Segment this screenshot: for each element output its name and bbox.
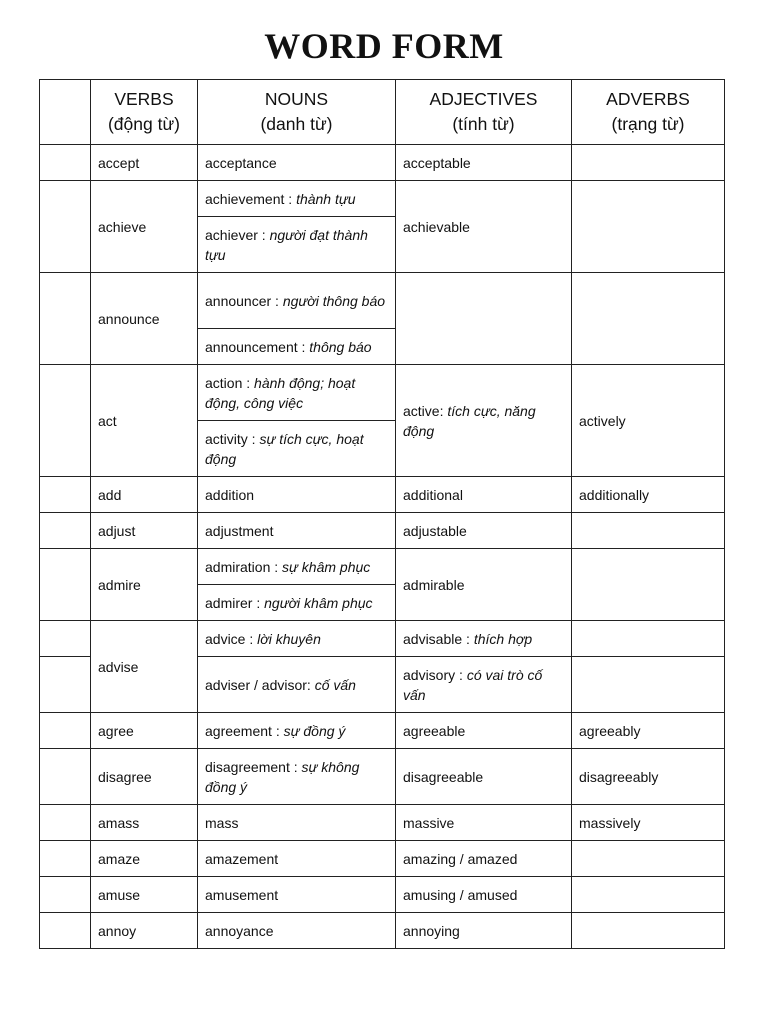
nouns-header-vi: (danh từ) <box>260 114 333 134</box>
adverb-cell: massively <box>572 805 725 841</box>
noun-cell: mass <box>198 805 396 841</box>
adverb-cell <box>572 181 725 273</box>
verb-cell: disagree <box>91 749 198 805</box>
noun-gloss: người khâm phục <box>264 594 373 611</box>
table-row <box>40 877 725 913</box>
adjective-cell: acceptable <box>396 145 572 181</box>
noun-cell <box>198 365 396 421</box>
noun-word: agreement : <box>205 722 280 739</box>
noun-cell <box>198 621 396 657</box>
adjective-cell: annoying <box>396 913 572 949</box>
noun-gloss: hành động; hoạt động, công việc <box>205 374 356 411</box>
noun-cell <box>198 549 396 585</box>
verb-cell: advise <box>91 621 198 713</box>
adjective-cell <box>396 621 572 657</box>
adjective-cell: amazing / amazed <box>396 841 572 877</box>
noun-word: disagreement : <box>205 758 298 775</box>
adjectives-header <box>396 80 572 145</box>
noun-cell <box>198 421 396 477</box>
noun-gloss: sự tích cực, hoạt động <box>205 430 364 467</box>
adjective-cell: additional <box>396 477 572 513</box>
noun-gloss: lời khuyên <box>257 630 321 647</box>
index-cell <box>40 181 91 273</box>
adverb-cell <box>572 145 725 181</box>
noun-gloss: sự đồng ý <box>283 722 346 739</box>
verb-cell: achieve <box>91 181 198 273</box>
adverbs-header <box>572 80 725 145</box>
table-row <box>40 805 725 841</box>
noun-word: admirer : <box>205 594 261 611</box>
index-cell <box>40 657 91 713</box>
adverb-cell <box>572 657 725 713</box>
adjective-cell <box>396 273 572 365</box>
verbs-header-label: VERBS <box>114 89 174 109</box>
table-row <box>40 749 725 805</box>
adjective-cell: adjustable <box>396 513 572 549</box>
noun-cell <box>198 181 396 217</box>
adjective-word: advisable : <box>403 630 470 647</box>
noun-cell: acceptance <box>198 145 396 181</box>
adverb-cell <box>572 273 725 365</box>
adjective-gloss: thích hợp <box>473 630 533 647</box>
adverb-cell: actively <box>572 365 725 477</box>
adjective-cell: achievable <box>396 181 572 273</box>
noun-cell <box>198 585 396 621</box>
noun-cell <box>198 713 396 749</box>
verb-cell: amaze <box>91 841 198 877</box>
table-row <box>40 513 725 549</box>
noun-gloss: sự không đồng ý <box>205 758 360 795</box>
index-cell <box>40 841 91 877</box>
index-cell <box>40 145 91 181</box>
noun-cell: amazement <box>198 841 396 877</box>
index-cell <box>40 477 91 513</box>
header-row <box>40 80 725 145</box>
noun-gloss: người thông báo <box>282 292 386 309</box>
adjective-cell: admirable <box>396 549 572 621</box>
noun-cell <box>198 329 396 365</box>
table-row <box>40 181 725 217</box>
noun-cell: adjustment <box>198 513 396 549</box>
noun-gloss: sự khâm phục <box>282 558 371 575</box>
verb-cell: accept <box>91 145 198 181</box>
adjective-gloss: có vai trò cố vấn <box>403 666 543 703</box>
noun-word: advice : <box>205 630 254 647</box>
index-header <box>40 80 91 145</box>
adjective-cell <box>396 365 572 477</box>
verb-cell: annoy <box>91 913 198 949</box>
table-row <box>40 145 725 181</box>
noun-word: activity : <box>205 430 256 447</box>
table-row <box>40 913 725 949</box>
verb-cell: announce <box>91 273 198 365</box>
verb-cell: act <box>91 365 198 477</box>
index-cell <box>40 549 91 621</box>
noun-gloss: thành tựu <box>296 190 356 207</box>
noun-gloss: người đạt thành tựu <box>205 226 368 263</box>
adjectives-header-label: ADJECTIVES <box>429 89 538 109</box>
page-title: WORD FORM <box>264 26 504 66</box>
noun-cell <box>198 749 396 805</box>
noun-gloss: cố vấn <box>314 676 356 693</box>
nouns-header <box>198 80 396 145</box>
index-cell <box>40 913 91 949</box>
index-cell <box>40 713 91 749</box>
table-row <box>40 841 725 877</box>
index-cell <box>40 749 91 805</box>
word-form-table <box>39 79 725 949</box>
noun-cell <box>198 217 396 273</box>
adjective-word: advisory : <box>403 666 463 683</box>
noun-cell: addition <box>198 477 396 513</box>
verb-cell: admire <box>91 549 198 621</box>
table-row <box>40 713 725 749</box>
adverb-cell: disagreeably <box>572 749 725 805</box>
adverb-cell <box>572 913 725 949</box>
index-cell <box>40 877 91 913</box>
adverb-cell: additionally <box>572 477 725 513</box>
adjective-cell: amusing / amused <box>396 877 572 913</box>
verb-cell: add <box>91 477 198 513</box>
adverbs-header-vi: (trạng từ) <box>611 114 685 134</box>
noun-cell: annoyance <box>198 913 396 949</box>
adverb-cell <box>572 621 725 657</box>
index-cell <box>40 513 91 549</box>
index-cell <box>40 273 91 365</box>
noun-word: announcement : <box>205 338 306 355</box>
noun-word: achiever : <box>205 226 266 243</box>
table-row <box>40 549 725 585</box>
adjective-word: active: <box>403 402 444 419</box>
verb-cell: agree <box>91 713 198 749</box>
noun-word: action : <box>205 374 251 391</box>
adverbs-header-label: ADVERBS <box>606 89 690 109</box>
adverb-cell: agreeably <box>572 713 725 749</box>
noun-cell: amusement <box>198 877 396 913</box>
noun-word: adviser / advisor: <box>205 676 311 693</box>
noun-gloss: thông báo <box>309 338 372 355</box>
nouns-header-label: NOUNS <box>264 89 329 109</box>
adjectives-header-vi: (tính từ) <box>452 114 515 134</box>
noun-cell <box>198 657 396 713</box>
adverb-cell <box>572 877 725 913</box>
noun-word: achievement : <box>205 190 293 207</box>
noun-word: admiration : <box>205 558 279 575</box>
table-row <box>40 621 725 657</box>
adjective-cell: disagreeable <box>396 749 572 805</box>
verbs-header <box>91 80 198 145</box>
table-row <box>40 365 725 421</box>
verb-cell: amuse <box>91 877 198 913</box>
adjective-cell <box>396 657 572 713</box>
adverb-cell <box>572 513 725 549</box>
index-cell <box>40 365 91 477</box>
adjective-gloss: tích cực, năng động <box>403 402 536 439</box>
adjective-cell: massive <box>396 805 572 841</box>
index-cell <box>40 621 91 657</box>
verb-cell: amass <box>91 805 198 841</box>
noun-cell <box>198 273 396 329</box>
verb-cell: adjust <box>91 513 198 549</box>
noun-word: announcer : <box>205 292 279 309</box>
adverb-cell <box>572 549 725 621</box>
index-cell <box>40 805 91 841</box>
adjective-cell: agreeable <box>396 713 572 749</box>
table-row <box>40 273 725 329</box>
table-row <box>40 477 725 513</box>
verbs-header-vi: (động từ) <box>107 114 181 134</box>
adverb-cell <box>572 841 725 877</box>
